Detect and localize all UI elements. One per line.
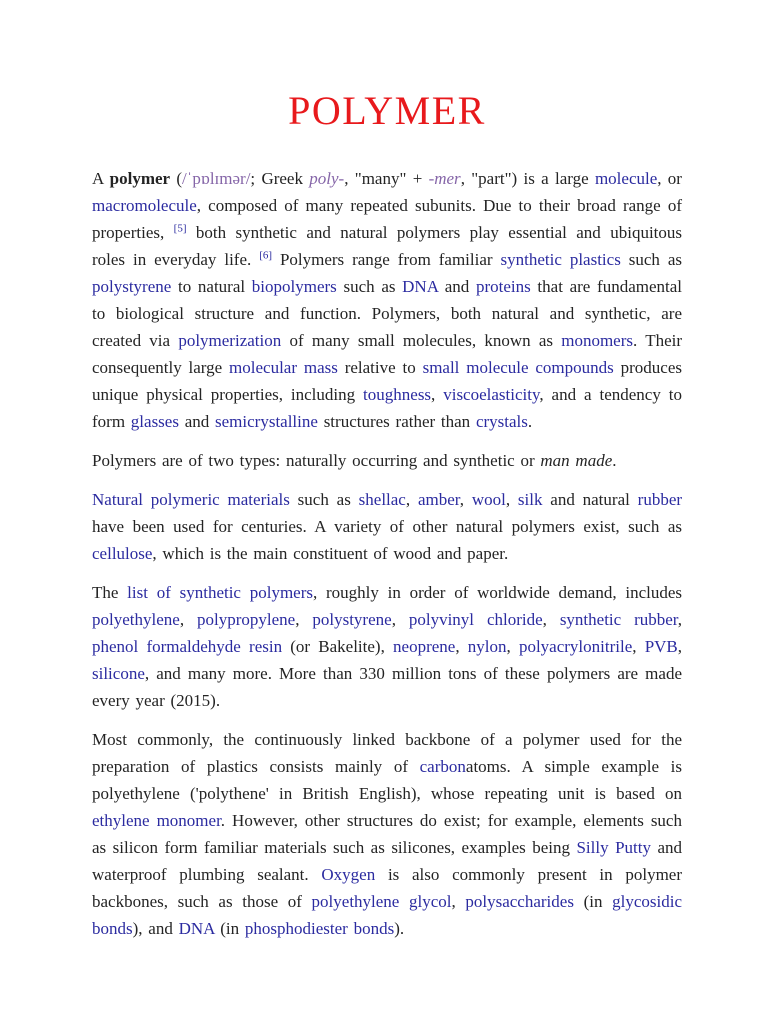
hyperlink[interactable]: viscoelasticity: [443, 385, 540, 404]
hyperlink[interactable]: semicrystalline: [215, 412, 318, 431]
document-content: [92, 0, 682, 954]
text-run: (or Bakelite),: [282, 637, 394, 656]
hyperlink[interactable]: proteins: [475, 277, 531, 296]
text-run: ,: [405, 490, 418, 509]
hyperlink[interactable]: PVB: [644, 637, 678, 656]
text-run: , which is the main constituent of wood and paper.: [152, 544, 509, 563]
text-run: structures rather than: [317, 412, 476, 431]
hyperlink[interactable]: biopolymers: [251, 277, 337, 296]
text-run: produces unique physical properties, including: [92, 358, 682, 404]
text-run: to natural: [171, 277, 252, 296]
text-run: atoms. A simple example is polyethylene ('polythene' in British English), whose repeating unit is based on: [92, 757, 682, 803]
text-run: and waterproof plumbing sealant.: [92, 838, 683, 884]
text-run: . However, other structures do exist; for example, elements such as silicon form familiar materials such as silicones, examples being: [92, 811, 682, 857]
text-run: ; Greek: [250, 169, 310, 188]
hyperlink[interactable]: shellac: [358, 490, 406, 509]
hyperlink[interactable]: molecule: [594, 169, 658, 188]
text-run: polymer: [109, 169, 171, 188]
text-run: (in: [573, 892, 613, 911]
text-run: , or: [657, 169, 682, 188]
text-run: ,: [455, 637, 468, 656]
hyperlink[interactable]: nylon: [467, 637, 507, 656]
text-run: such as: [620, 250, 683, 269]
text-run: ,: [179, 610, 197, 629]
hyperlink[interactable]: synthetic: [500, 250, 562, 269]
hyperlink[interactable]: Natural polymeric materials: [92, 490, 290, 509]
text-run: such as: [289, 490, 359, 509]
text-run: ,: [542, 610, 560, 629]
text-run: ,: [677, 637, 683, 656]
text-run: , composed of many repeated subunits. Due to their broad range of properties,: [92, 196, 682, 242]
text-run: Most commonly, the continuously linked backbone of a polymer used for the preparation of plastics consists mainly of: [92, 730, 682, 776]
hyperlink[interactable]: carbon: [419, 757, 466, 776]
hyperlink[interactable]: ethylene monomer: [92, 811, 221, 830]
hyperlink[interactable]: wool: [471, 490, 506, 509]
text-run: ,: [632, 637, 645, 656]
citation-link[interactable]: [6]: [259, 249, 273, 262]
page-title: POLYMER: [288, 88, 486, 133]
hyperlink[interactable]: polystyrene: [92, 277, 172, 296]
text-run: The: [92, 583, 128, 602]
text-run: such as: [336, 277, 403, 296]
hyperlink[interactable]: rubber: [637, 490, 683, 509]
hyperlink[interactable]: phosphodiester bonds: [244, 919, 395, 938]
hyperlink[interactable]: macromolecule: [92, 196, 197, 215]
hyperlink[interactable]: monomers: [561, 331, 634, 350]
text-run: ,: [677, 610, 683, 629]
text-run: have been used for centuries. A variety of other natural polymers exist, such as: [92, 517, 682, 536]
text-run: A: [92, 169, 110, 188]
hyperlink[interactable]: toughness: [363, 385, 432, 404]
text-run: .: [527, 412, 533, 431]
hyperlink[interactable]: silicone: [92, 664, 145, 683]
hyperlink[interactable]: glycosidic bonds: [92, 892, 682, 938]
text-run: Polymers range from familiar: [272, 250, 501, 269]
text-run: ,: [459, 490, 472, 509]
text-run: , "many" +: [344, 169, 429, 188]
text-run: , "part") is a large: [460, 169, 595, 188]
text-run: .: [612, 451, 617, 470]
hyperlink[interactable]: polyacrylonitrile: [518, 637, 633, 656]
text-run: ), and: [132, 919, 179, 938]
text-run: poly-: [309, 169, 345, 188]
hyperlink[interactable]: cellulose: [92, 544, 153, 563]
text-run: , and a tendency to form: [92, 385, 682, 431]
text-run: ,: [506, 637, 519, 656]
text-run: ,: [431, 385, 444, 404]
text-run: man made: [540, 451, 613, 470]
text-run: and natural: [542, 490, 638, 509]
hyperlink[interactable]: amber: [417, 490, 460, 509]
hyperlink[interactable]: Oxygen: [321, 865, 376, 884]
text-run: ,: [451, 892, 466, 911]
text-run: that are fundamental to biological structure and function. Polymers, both natural and synthetic, are created via: [92, 277, 682, 350]
hyperlink[interactable]: plastics: [569, 250, 621, 269]
document-body: [92, 165, 682, 942]
text-run: relative to: [337, 358, 423, 377]
hyperlink[interactable]: DNA: [402, 277, 439, 296]
hyperlink[interactable]: Silly Putty: [576, 838, 651, 857]
paragraph: [92, 165, 682, 435]
text-run: , and many more. More than 330 million tons of these polymers are made every year (2015).: [92, 664, 682, 710]
paragraph: [92, 579, 682, 714]
text-run: is also commonly present in polymer backbones, such as those of: [92, 865, 682, 911]
hyperlink[interactable]: polysaccharides: [465, 892, 574, 911]
text-run: ,: [391, 610, 409, 629]
text-run: both synthetic and natural polymers play essential and ubiquitous roles in everyday life.: [92, 223, 683, 269]
text-run: [562, 250, 570, 269]
citation-link[interactable]: [5]: [173, 222, 187, 235]
text-run: ).: [394, 919, 405, 938]
hyperlink[interactable]: small molecule compounds: [422, 358, 614, 377]
paragraph: [92, 486, 682, 567]
text-run: , roughly in order of worldwide demand, includes: [313, 583, 682, 602]
hyperlink[interactable]: polymerization: [178, 331, 282, 350]
hyperlink[interactable]: synthetic rubber: [559, 610, 678, 629]
text-run: (: [170, 169, 183, 188]
text-run: ,: [295, 610, 313, 629]
hyperlink[interactable]: crystals: [475, 412, 528, 431]
hyperlink[interactable]: neoprene: [393, 637, 456, 656]
text-run: and: [178, 412, 216, 431]
text-run: Polymers are of two types: naturally occurring and synthetic or: [92, 451, 541, 470]
hyperlink[interactable]: molecular mass: [229, 358, 338, 377]
hyperlink[interactable]: list of synthetic polymers: [127, 583, 313, 602]
text-run: ,: [505, 490, 518, 509]
text-run: . Their consequently large: [92, 331, 683, 377]
hyperlink[interactable]: polyethylene glycol: [311, 892, 452, 911]
hyperlink[interactable]: silk: [517, 490, 543, 509]
hyperlink[interactable]: phenol formaldehyde resin: [92, 637, 283, 656]
hyperlink[interactable]: DNA: [178, 919, 215, 938]
hyperlink[interactable]: glasses: [130, 412, 179, 431]
hyperlink[interactable]: polypropylene: [196, 610, 296, 629]
hyperlink[interactable]: polyvinyl chloride: [408, 610, 543, 629]
text-run: /ˈpɒlɪmər/: [182, 169, 251, 188]
text-run: of many small molecules, known as: [281, 331, 562, 350]
paragraph: [92, 726, 682, 942]
hyperlink[interactable]: polystyrene: [312, 610, 392, 629]
text-run: (in: [214, 919, 245, 938]
text-run: -mer: [428, 169, 461, 188]
text-run: and: [438, 277, 476, 296]
paragraph: [92, 447, 682, 474]
hyperlink[interactable]: polyethylene: [92, 610, 180, 629]
